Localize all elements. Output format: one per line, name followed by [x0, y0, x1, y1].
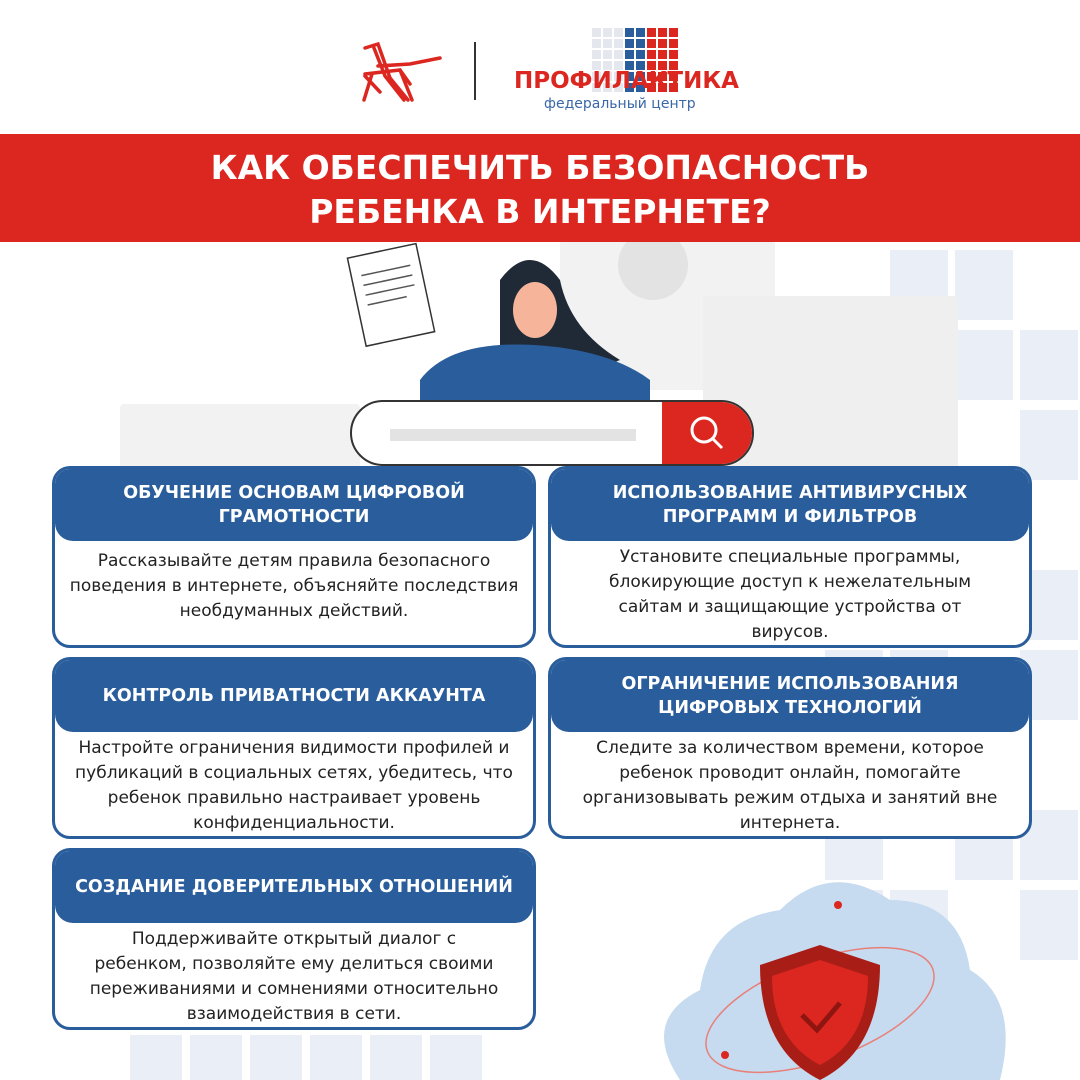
card-title: ОГРАНИЧЕНИЕ ИСПОЛЬЗОВАНИЯ ЦИФРОВЫХ ТЕХНОЛОГИЙ	[551, 660, 1029, 732]
card-title: СОЗДАНИЕ ДОВЕРИТЕЛЬНЫХ ОТНОШЕНИЙ	[55, 851, 533, 923]
woman-illustration	[340, 240, 660, 410]
logo-divider	[474, 42, 476, 100]
card-title: КОНТРОЛЬ ПРИВАТНОСТИ АККАУНТА	[55, 660, 533, 732]
tip-card-trust	[52, 848, 536, 1030]
brand-name: ПРОФИЛАКТИКА	[514, 68, 739, 94]
brand-subtitle: федеральный центр	[544, 96, 696, 112]
tip-card-antivirus	[548, 466, 1032, 648]
browser-window-illustration-left	[120, 404, 360, 474]
card-text: Рассказывайте детям правила безопасного поведения в интернете, объясняйте последствия необдуманных действий.	[69, 551, 519, 621]
horse-logo-icon	[360, 38, 442, 104]
tip-card-limit-tech	[548, 657, 1032, 839]
card-title: ОБУЧЕНИЕ ОСНОВАМ ЦИФРОВОЙ ГРАМОТНОСТИ	[55, 469, 533, 541]
card-text: Следите за количеством времени, которое ребенок проводит онлайн, помогайте организовывать режим отдыха и занятий вне интернета.	[582, 738, 998, 833]
search-icon	[662, 402, 752, 464]
card-text: Установите специальные программы, блокирующие доступ к нежелательным сайтам и защищающие устройства от вирусов.	[608, 547, 972, 642]
search-bar-illustration	[350, 400, 754, 466]
card-text: Поддерживайте открытый диалог с ребенком, позволяйте ему делиться своими переживаниями и сомнениями относительно взаимодействия в сети.	[89, 929, 499, 1024]
title-line-1: КАК ОБЕСПЕЧИТЬ БЕЗОПАСНОСТЬ	[210, 148, 870, 187]
card-text: Настройте ограничения видимости профилей и публикаций в социальных сетях, убедитесь, что ребенок правильно настраивает уровень конфиденциальности.	[75, 738, 513, 833]
title-line-2: РЕБЕНКА В ИНТЕРНЕТЕ?	[309, 192, 771, 231]
card-title: ИСПОЛЬЗОВАНИЕ АНТИВИРУСНЫХ ПРОГРАММ И ФИЛЬТРОВ	[551, 469, 1029, 541]
tip-card-privacy	[52, 657, 536, 839]
shield-cloud-illustration	[640, 860, 1020, 1080]
tip-card-digital-literacy	[52, 466, 536, 648]
page-title	[0, 134, 1080, 242]
search-button-illustration	[662, 402, 752, 466]
